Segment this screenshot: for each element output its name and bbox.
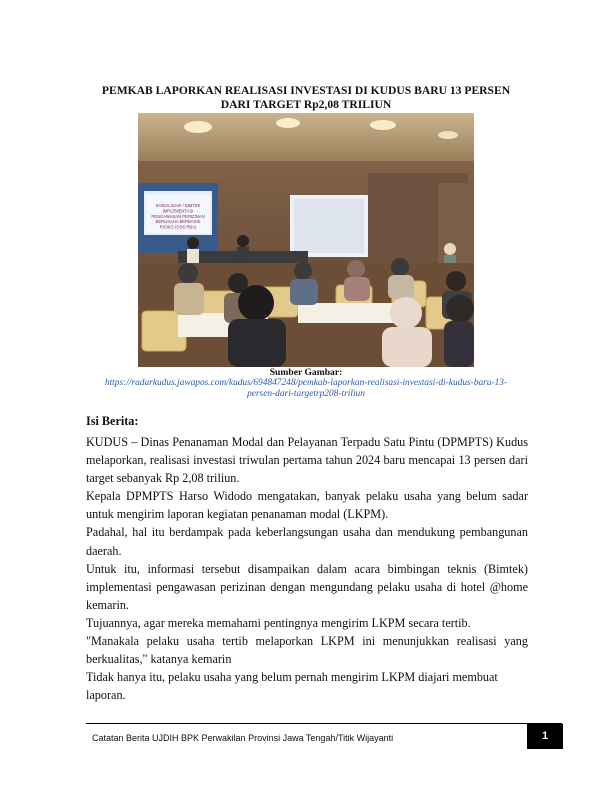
footer-text: Catatan Berita UJDIH BPK Perwakilan Provinsi Jawa Tengah/Titik Wijayanti	[92, 733, 394, 743]
paragraph: Padahal, hal itu berdampak pada keberlangsungan usaha dan mendukung pembangunan daerah.	[86, 525, 528, 558]
paragraph: KUDUS – Dinas Penanaman Modal dan Pelayanan Terpadu Satu Pintu (DPMPTS) Kudus melaporkan, realisasi investasi triwulan pertama tahun 2024 baru mencapai 13 persen dari target sebanyak Rp 2,08 triliun.	[86, 435, 528, 486]
image-source-link-line-1[interactable]: https://radarkudus.jawapos.com/kudus/694847248/pemkab-laporkan-realisasi-investasi-di-kudus-baru-13-	[104, 378, 508, 388]
event-banner	[146, 195, 210, 233]
paragraph: Untuk itu, informasi tersebut disampaikan dalam acara bimbingan teknis (Bimtek) implementasi pengawasan perizinan dengan mengundang pelaku usaha di hotel @home kemarin.	[86, 561, 528, 612]
article-title	[86, 84, 526, 112]
news-photo	[138, 113, 474, 367]
article-title-line-2: DARI TARGET Rp2,08 TRILIUN	[220, 98, 392, 111]
image-source-link[interactable]	[80, 378, 532, 400]
image-source-label: Sumber Gambar:	[269, 367, 343, 378]
article-body	[86, 433, 528, 704]
paragraph: "Manakala pelaku usaha tertib melaporkan LKPM ini menunjukkan realisasi yang berkualitas," katanya kemarin	[86, 634, 528, 667]
footer-divider	[86, 723, 562, 724]
page-number: 1	[527, 724, 563, 749]
paragraph: Tidak hanya itu, pelaku usaha yang belum pernah mengirim LKPM diajari membuat laporan.	[86, 670, 498, 703]
article-title-line-1: PEMKAB LAPORKAN REALISASI INVESTASI DI KUDUS BARU 13 PERSEN	[101, 84, 511, 97]
paragraph: Tujuannya, agar mereka memahami pentingnya mengirim LKPM secara tertib.	[86, 615, 471, 630]
paragraph: Kepala DPMPTS Harso Widodo mengatakan, banyak pelaku usaha yang belum sadar untuk mengirim laporan kegiatan penanaman modal (LKPM).	[86, 489, 528, 522]
image-source-link-line-2[interactable]: persen-dari-targetrp208-triliun	[247, 389, 365, 399]
event-banner-text: SOSIALISASI / BIMTEK IMPLEMENTASI PENGAWASAN PERIZINAN BERUSAHA BERBASIS RISIKO (OSS RBA)	[151, 203, 205, 230]
section-heading: Isi Berita:	[86, 414, 139, 428]
